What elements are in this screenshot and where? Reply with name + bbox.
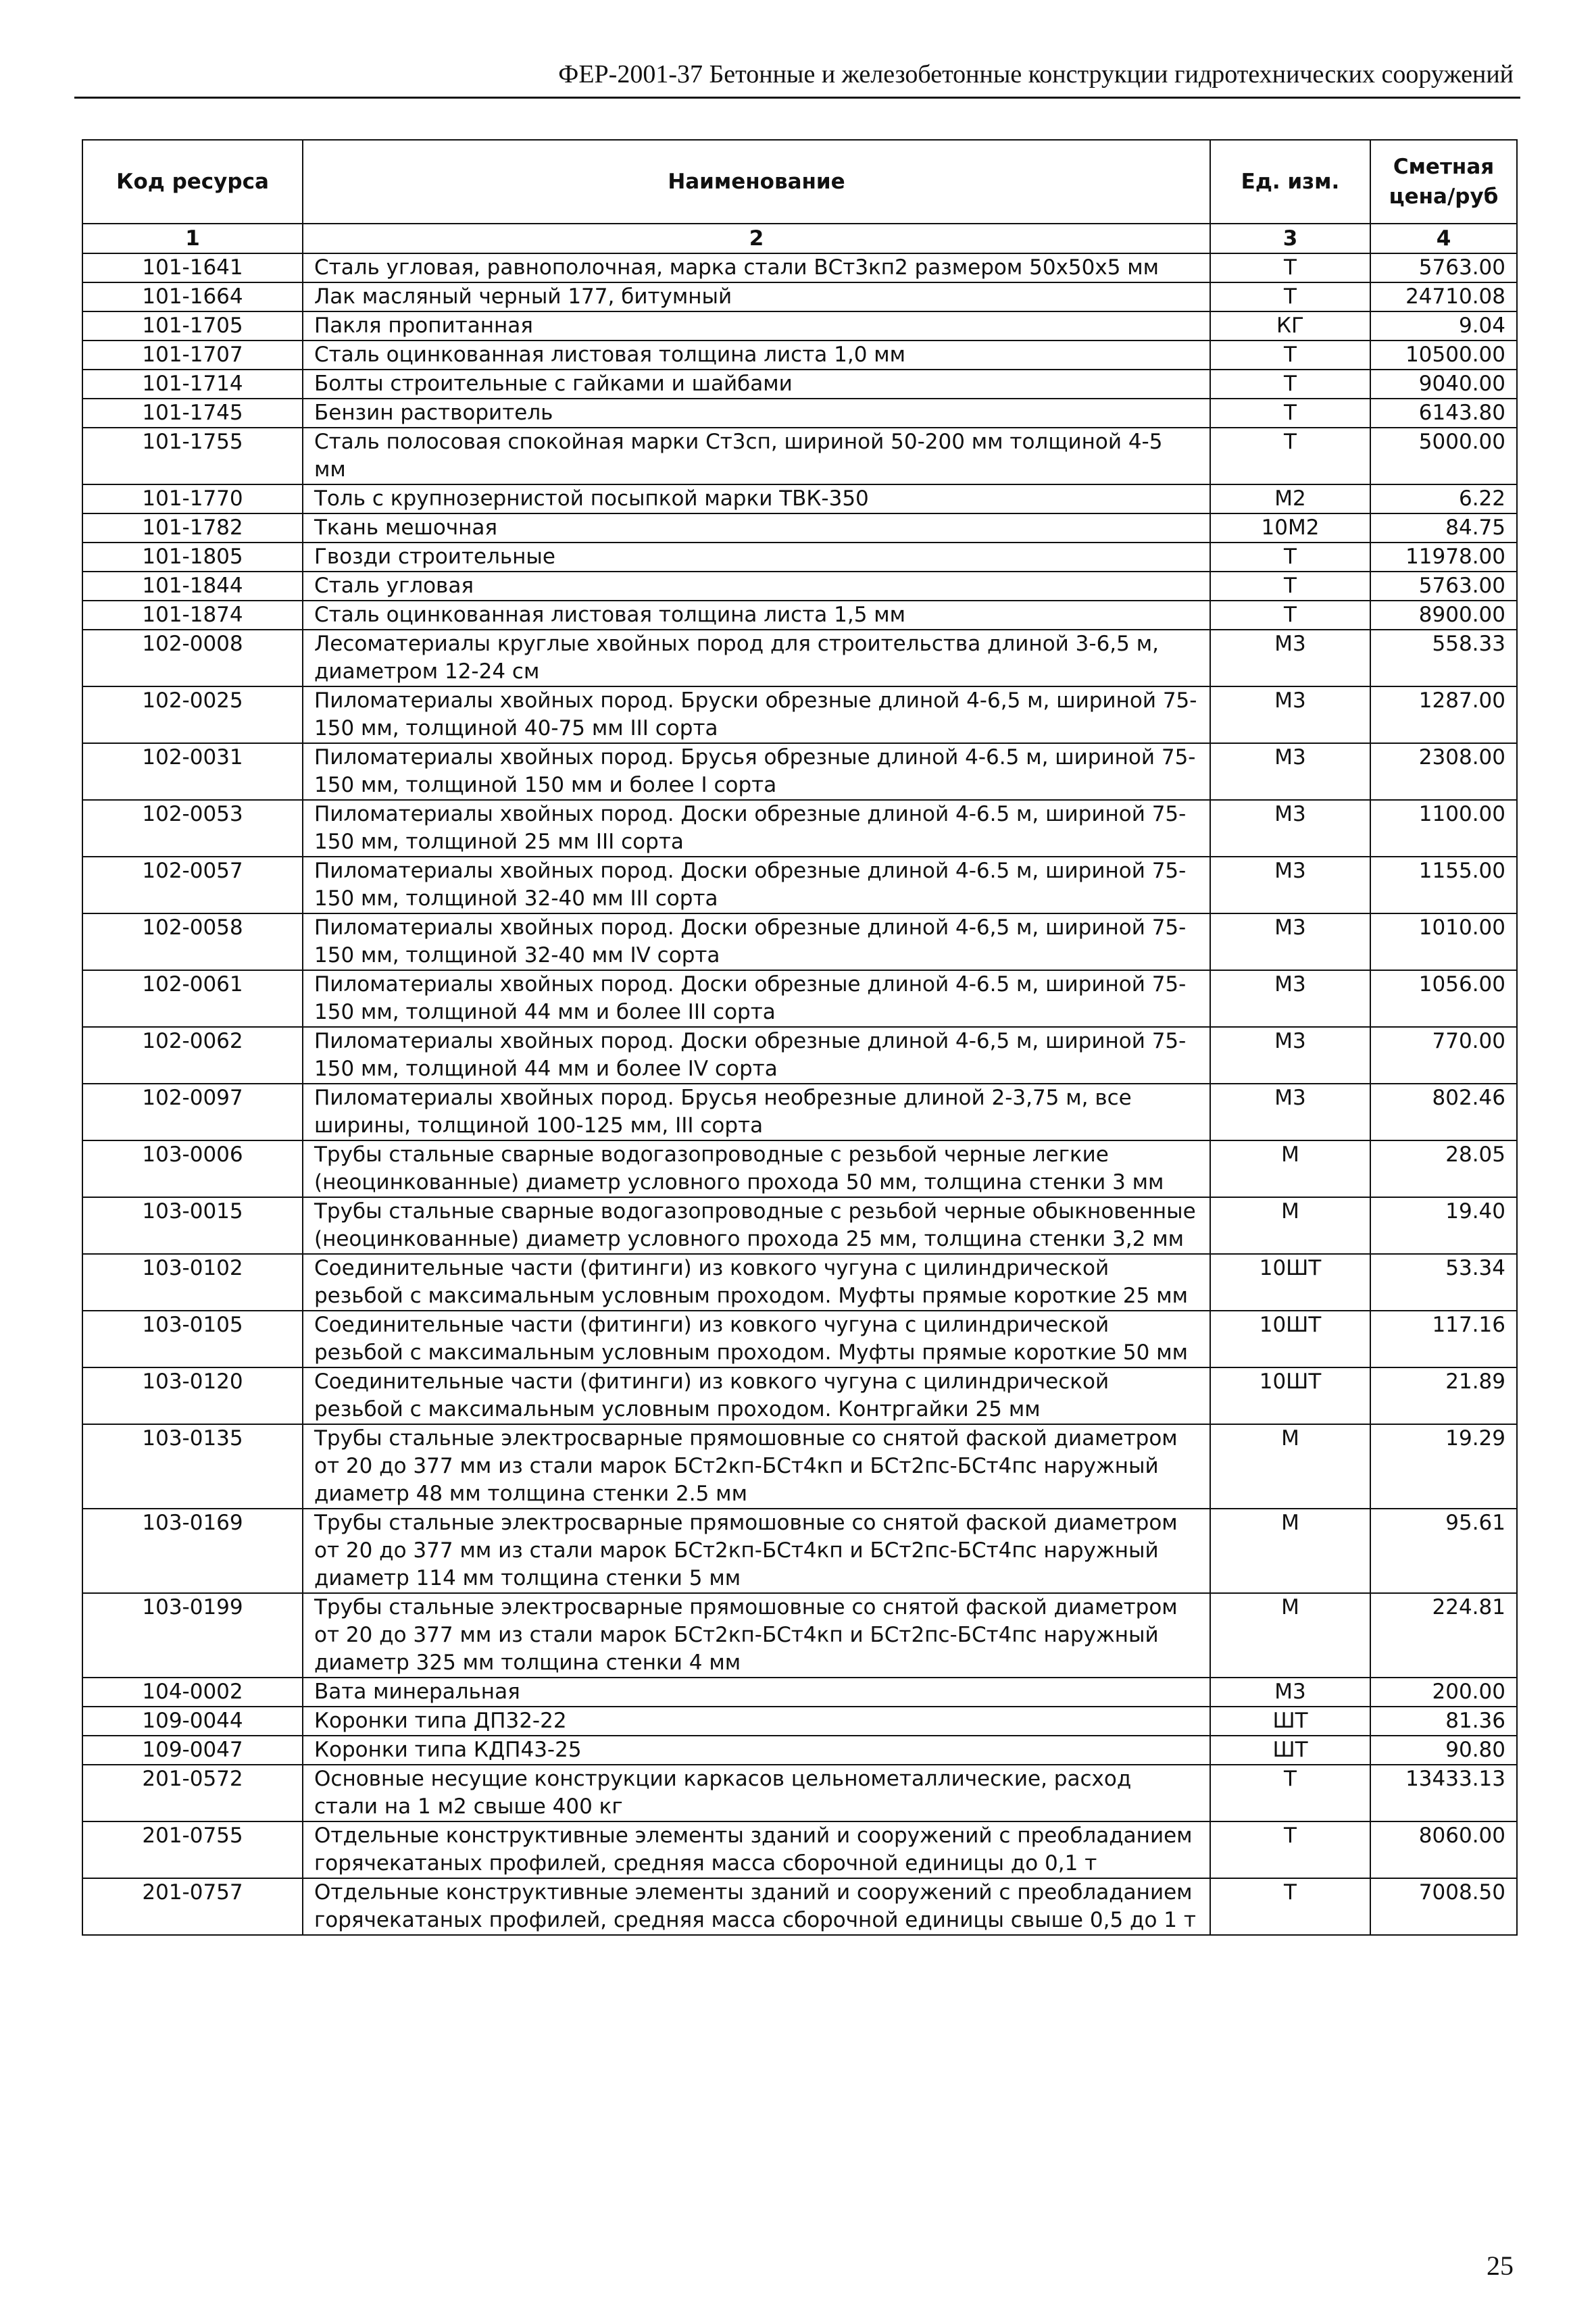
- cell-name: Бензин растворитель: [303, 399, 1210, 428]
- table-row: [82, 282, 1517, 311]
- cell-code: 102-0008: [82, 630, 303, 686]
- table-row: [82, 601, 1517, 630]
- table-row: [82, 1765, 1517, 1821]
- table-row: [82, 428, 1517, 484]
- cell-price: 8060.00: [1370, 1821, 1517, 1878]
- cell-unit: Т: [1210, 428, 1370, 484]
- cell-code: 103-0169: [82, 1509, 303, 1593]
- cell-code: 101-1874: [82, 601, 303, 630]
- cell-name: Гвозди строительные: [303, 543, 1210, 572]
- cell-name: Отдельные конструктивные элементы зданий и сооружений с преобладанием горячекатаных профилей, средняя масса сборочной единицы до 0,1 т: [303, 1821, 1210, 1878]
- cell-price: 7008.50: [1370, 1878, 1517, 1935]
- table-row: [82, 253, 1517, 282]
- table-row: [82, 370, 1517, 399]
- cell-name: Пиломатериалы хвойных пород. Брусья обрезные длиной 4-6.5 м, шириной 75-150 мм, толщиной 150 мм и более I сорта: [303, 743, 1210, 800]
- cell-unit: Т: [1210, 341, 1370, 370]
- cell-price: 802.46: [1370, 1084, 1517, 1140]
- cell-code: 102-0097: [82, 1084, 303, 1140]
- header-divider: [74, 97, 1520, 99]
- table-row: [82, 1509, 1517, 1593]
- cell-name: Сталь полосовая спокойная марки Ст3сп, шириной 50-200 мм толщиной 4-5 мм: [303, 428, 1210, 484]
- cell-price: 28.05: [1370, 1140, 1517, 1197]
- cell-price: 24710.08: [1370, 282, 1517, 311]
- cell-name: Вата минеральная: [303, 1678, 1210, 1707]
- cell-name: Пиломатериалы хвойных пород. Доски обрезные длиной 4-6.5 м, шириной 75-150 мм, толщиной 25 мм III сорта: [303, 800, 1210, 857]
- cell-code: 101-1641: [82, 253, 303, 282]
- cell-code: 101-1805: [82, 543, 303, 572]
- cell-code: 103-0120: [82, 1367, 303, 1424]
- cell-price: 6.22: [1370, 484, 1517, 513]
- cell-unit: Т: [1210, 1765, 1370, 1821]
- cell-unit: М: [1210, 1197, 1370, 1254]
- column-header-price: Сметная цена/руб: [1370, 140, 1517, 224]
- table-row: [82, 1311, 1517, 1367]
- cell-code: 103-0105: [82, 1311, 303, 1367]
- cell-price: 1010.00: [1370, 913, 1517, 970]
- cell-price: 5763.00: [1370, 572, 1517, 601]
- cell-unit: М: [1210, 1509, 1370, 1593]
- table-row: [82, 800, 1517, 857]
- cell-name: Болты строительные с гайками и шайбами: [303, 370, 1210, 399]
- cell-unit: М3: [1210, 913, 1370, 970]
- cell-code: 109-0044: [82, 1707, 303, 1736]
- cell-unit: 10ШТ: [1210, 1367, 1370, 1424]
- cell-unit: М3: [1210, 800, 1370, 857]
- page-header-title: ФЕР-2001-37 Бетонные и железобетонные конструкции гидротехнических сооружений: [558, 60, 1514, 89]
- table-row: [82, 630, 1517, 686]
- table-row: [82, 1027, 1517, 1084]
- table-header-row: [82, 140, 1517, 224]
- cell-name: Трубы стальные сварные водогазопроводные с резьбой черные обыкновенные (неоцинкованные) диаметр условного прохода 25 мм, толщина стенки 3,2 мм: [303, 1197, 1210, 1254]
- cell-code: 101-1664: [82, 282, 303, 311]
- cell-code: 103-0199: [82, 1593, 303, 1678]
- cell-price: 6143.80: [1370, 399, 1517, 428]
- cell-code: 201-0755: [82, 1821, 303, 1878]
- cell-price: 53.34: [1370, 1254, 1517, 1311]
- cell-name: Лак масляный черный 177, битумный: [303, 282, 1210, 311]
- cell-name: Пиломатериалы хвойных пород. Доски обрезные длиной 4-6,5 м, шириной 75-150 мм, толщиной 44 мм и более IV сорта: [303, 1027, 1210, 1084]
- cell-price: 95.61: [1370, 1509, 1517, 1593]
- cell-code: 103-0006: [82, 1140, 303, 1197]
- cell-unit: Т: [1210, 601, 1370, 630]
- cell-price: 1056.00: [1370, 970, 1517, 1027]
- cell-code: 101-1707: [82, 341, 303, 370]
- table-row: [82, 399, 1517, 428]
- cell-code: 101-1705: [82, 311, 303, 341]
- table-row: [82, 1593, 1517, 1678]
- cell-price: 9.04: [1370, 311, 1517, 341]
- cell-unit: М3: [1210, 743, 1370, 800]
- cell-unit: 10ШТ: [1210, 1311, 1370, 1367]
- cell-name: Соединительные части (фитинги) из ковкого чугуна с цилиндрической резьбой с максимальным условным проходом. Муфты прямые короткие 25 мм: [303, 1254, 1210, 1311]
- table-row: [82, 484, 1517, 513]
- cell-unit: Т: [1210, 282, 1370, 311]
- cell-unit: М3: [1210, 1084, 1370, 1140]
- cell-code: 201-0572: [82, 1765, 303, 1821]
- table-row: [82, 1197, 1517, 1254]
- cell-name: Пиломатериалы хвойных пород. Доски обрезные длиной 4-6,5 м, шириной 75-150 мм, толщиной 32-40 мм IV сорта: [303, 913, 1210, 970]
- cell-name: Трубы стальные электросварные прямошовные со снятой фаской диаметром от 20 до 377 мм из стали марок БСт2кп-БСт4кп и БСт2пс-БСт4пс наружный диаметр 48 мм толщина стенки 2.5 мм: [303, 1424, 1210, 1509]
- cell-unit: М3: [1210, 686, 1370, 743]
- cell-code: 101-1745: [82, 399, 303, 428]
- cell-unit: 10М2: [1210, 513, 1370, 543]
- cell-name: Трубы стальные сварные водогазопроводные с резьбой черные легкие (неоцинкованные) диаметр условного прохода 50 мм, толщина стенки 3 мм: [303, 1140, 1210, 1197]
- cell-name: Лесоматериалы круглые хвойных пород для строительства длиной 3-6,5 м, диаметром 12-24 см: [303, 630, 1210, 686]
- cell-unit: М3: [1210, 630, 1370, 686]
- cell-unit: Т: [1210, 253, 1370, 282]
- cell-code: 101-1755: [82, 428, 303, 484]
- cell-price: 5000.00: [1370, 428, 1517, 484]
- cell-unit: М3: [1210, 857, 1370, 913]
- cell-price: 81.36: [1370, 1707, 1517, 1736]
- cell-unit: Т: [1210, 399, 1370, 428]
- cell-unit: М3: [1210, 1027, 1370, 1084]
- cell-name: Пиломатериалы хвойных пород. Брусья необрезные длиной 2-3,75 м, все ширины, толщиной 100-125 мм, III сорта: [303, 1084, 1210, 1140]
- cell-price: 11978.00: [1370, 543, 1517, 572]
- table-row: [82, 1878, 1517, 1935]
- table-row: [82, 1140, 1517, 1197]
- cell-code: 102-0031: [82, 743, 303, 800]
- cell-code: 101-1714: [82, 370, 303, 399]
- table-row: [82, 857, 1517, 913]
- cell-price: 90.80: [1370, 1736, 1517, 1765]
- cell-name: Сталь угловая, равнополочная, марка стали ВСт3кп2 размером 50x50x5 мм: [303, 253, 1210, 282]
- cell-price: 10500.00: [1370, 341, 1517, 370]
- cell-price: 2308.00: [1370, 743, 1517, 800]
- cell-unit: М: [1210, 1140, 1370, 1197]
- cell-name: Основные несущие конструкции каркасов цельнометаллические, расход стали на 1 м2 свыше 400 кг: [303, 1765, 1210, 1821]
- cell-price: 1100.00: [1370, 800, 1517, 857]
- cell-unit: Т: [1210, 370, 1370, 399]
- cell-unit: М3: [1210, 970, 1370, 1027]
- cell-unit: М: [1210, 1593, 1370, 1678]
- cell-name: Соединительные части (фитинги) из ковкого чугуна с цилиндрической резьбой с максимальным условным проходом. Муфты прямые короткие 50 мм: [303, 1311, 1210, 1367]
- cell-code: 102-0061: [82, 970, 303, 1027]
- table-row: [82, 572, 1517, 601]
- cell-price: 558.33: [1370, 630, 1517, 686]
- column-number-row: [82, 224, 1517, 253]
- cell-code: 103-0015: [82, 1197, 303, 1254]
- cell-code: 102-0057: [82, 857, 303, 913]
- cell-price: 770.00: [1370, 1027, 1517, 1084]
- column-header-unit: Ед. изм.: [1210, 140, 1370, 224]
- cell-code: 104-0002: [82, 1678, 303, 1707]
- table-row: [82, 1367, 1517, 1424]
- cell-unit: М: [1210, 1424, 1370, 1509]
- cell-unit: КГ: [1210, 311, 1370, 341]
- cell-name: Пакля пропитанная: [303, 311, 1210, 341]
- cell-price: 1287.00: [1370, 686, 1517, 743]
- cell-unit: Т: [1210, 1878, 1370, 1935]
- cell-name: Пиломатериалы хвойных пород. Бруски обрезные длиной 4-6,5 м, шириной 75-150 мм, толщиной 40-75 мм III сорта: [303, 686, 1210, 743]
- column-number: 2: [303, 224, 1210, 253]
- cell-name: Коронки типа ДП32-22: [303, 1707, 1210, 1736]
- column-header-name: Наименование: [303, 140, 1210, 224]
- cell-name: Трубы стальные электросварные прямошовные со снятой фаской диаметром от 20 до 377 мм из стали марок БСт2кп-БСт4кп и БСт2пс-БСт4пс наружный диаметр 325 мм толщина стенки 4 мм: [303, 1593, 1210, 1678]
- cell-name: Пиломатериалы хвойных пород. Доски обрезные длиной 4-6.5 м, шириной 75-150 мм, толщиной 32-40 мм III сорта: [303, 857, 1210, 913]
- cell-price: 200.00: [1370, 1678, 1517, 1707]
- cell-price: 21.89: [1370, 1367, 1517, 1424]
- resource-price-table: [82, 139, 1518, 1936]
- column-number: 1: [82, 224, 303, 253]
- table-row: [82, 341, 1517, 370]
- cell-unit: М2: [1210, 484, 1370, 513]
- table-row: [82, 1084, 1517, 1140]
- cell-name: Коронки типа КДП43-25: [303, 1736, 1210, 1765]
- table-row: [82, 1707, 1517, 1736]
- cell-name: Трубы стальные электросварные прямошовные со снятой фаской диаметром от 20 до 377 мм из стали марок БСт2кп-БСт4кп и БСт2пс-БСт4пс наружный диаметр 114 мм толщина стенки 5 мм: [303, 1509, 1210, 1593]
- cell-code: 109-0047: [82, 1736, 303, 1765]
- cell-unit: Т: [1210, 572, 1370, 601]
- table-row: [82, 543, 1517, 572]
- column-number: 3: [1210, 224, 1370, 253]
- table-row: [82, 1678, 1517, 1707]
- cell-unit: Т: [1210, 543, 1370, 572]
- cell-name: Ткань мешочная: [303, 513, 1210, 543]
- column-number: 4: [1370, 224, 1517, 253]
- page-number: 25: [1487, 2250, 1514, 2281]
- cell-code: 102-0025: [82, 686, 303, 743]
- cell-name: Отдельные конструктивные элементы зданий и сооружений с преобладанием горячекатаных профилей, средняя масса сборочной единицы свыше 0,5 до 1 т: [303, 1878, 1210, 1935]
- cell-name: Соединительные части (фитинги) из ковкого чугуна с цилиндрической резьбой с максимальным условным проходом. Контргайки 25 мм: [303, 1367, 1210, 1424]
- cell-price: 9040.00: [1370, 370, 1517, 399]
- table-row: [82, 913, 1517, 970]
- cell-code: 101-1844: [82, 572, 303, 601]
- cell-unit: 10ШТ: [1210, 1254, 1370, 1311]
- table-row: [82, 970, 1517, 1027]
- table-row: [82, 1254, 1517, 1311]
- cell-code: 103-0135: [82, 1424, 303, 1509]
- cell-code: 103-0102: [82, 1254, 303, 1311]
- cell-price: 224.81: [1370, 1593, 1517, 1678]
- column-header-code: Код ресурса: [82, 140, 303, 224]
- cell-name: Толь с крупнозернистой посыпкой марки ТВК-350: [303, 484, 1210, 513]
- table-row: [82, 1821, 1517, 1878]
- cell-unit: Т: [1210, 1821, 1370, 1878]
- table-row: [82, 743, 1517, 800]
- cell-code: 102-0058: [82, 913, 303, 970]
- table-row: [82, 1424, 1517, 1509]
- cell-name: Пиломатериалы хвойных пород. Доски обрезные длиной 4-6.5 м, шириной 75-150 мм, толщиной 44 мм и более III сорта: [303, 970, 1210, 1027]
- cell-code: 101-1770: [82, 484, 303, 513]
- cell-name: Сталь оцинкованная листовая толщина листа 1,5 мм: [303, 601, 1210, 630]
- cell-code: 201-0757: [82, 1878, 303, 1935]
- cell-price: 19.29: [1370, 1424, 1517, 1509]
- cell-price: 13433.13: [1370, 1765, 1517, 1821]
- cell-price: 19.40: [1370, 1197, 1517, 1254]
- cell-price: 117.16: [1370, 1311, 1517, 1367]
- cell-price: 84.75: [1370, 513, 1517, 543]
- cell-code: 101-1782: [82, 513, 303, 543]
- table-row: [82, 311, 1517, 341]
- cell-code: 102-0053: [82, 800, 303, 857]
- table-row: [82, 1736, 1517, 1765]
- cell-unit: ШТ: [1210, 1736, 1370, 1765]
- cell-name: Сталь угловая: [303, 572, 1210, 601]
- cell-price: 8900.00: [1370, 601, 1517, 630]
- table-row: [82, 686, 1517, 743]
- cell-price: 5763.00: [1370, 253, 1517, 282]
- cell-unit: ШТ: [1210, 1707, 1370, 1736]
- cell-price: 1155.00: [1370, 857, 1517, 913]
- cell-unit: М3: [1210, 1678, 1370, 1707]
- cell-name: Сталь оцинкованная листовая толщина листа 1,0 мм: [303, 341, 1210, 370]
- cell-code: 102-0062: [82, 1027, 303, 1084]
- table-row: [82, 513, 1517, 543]
